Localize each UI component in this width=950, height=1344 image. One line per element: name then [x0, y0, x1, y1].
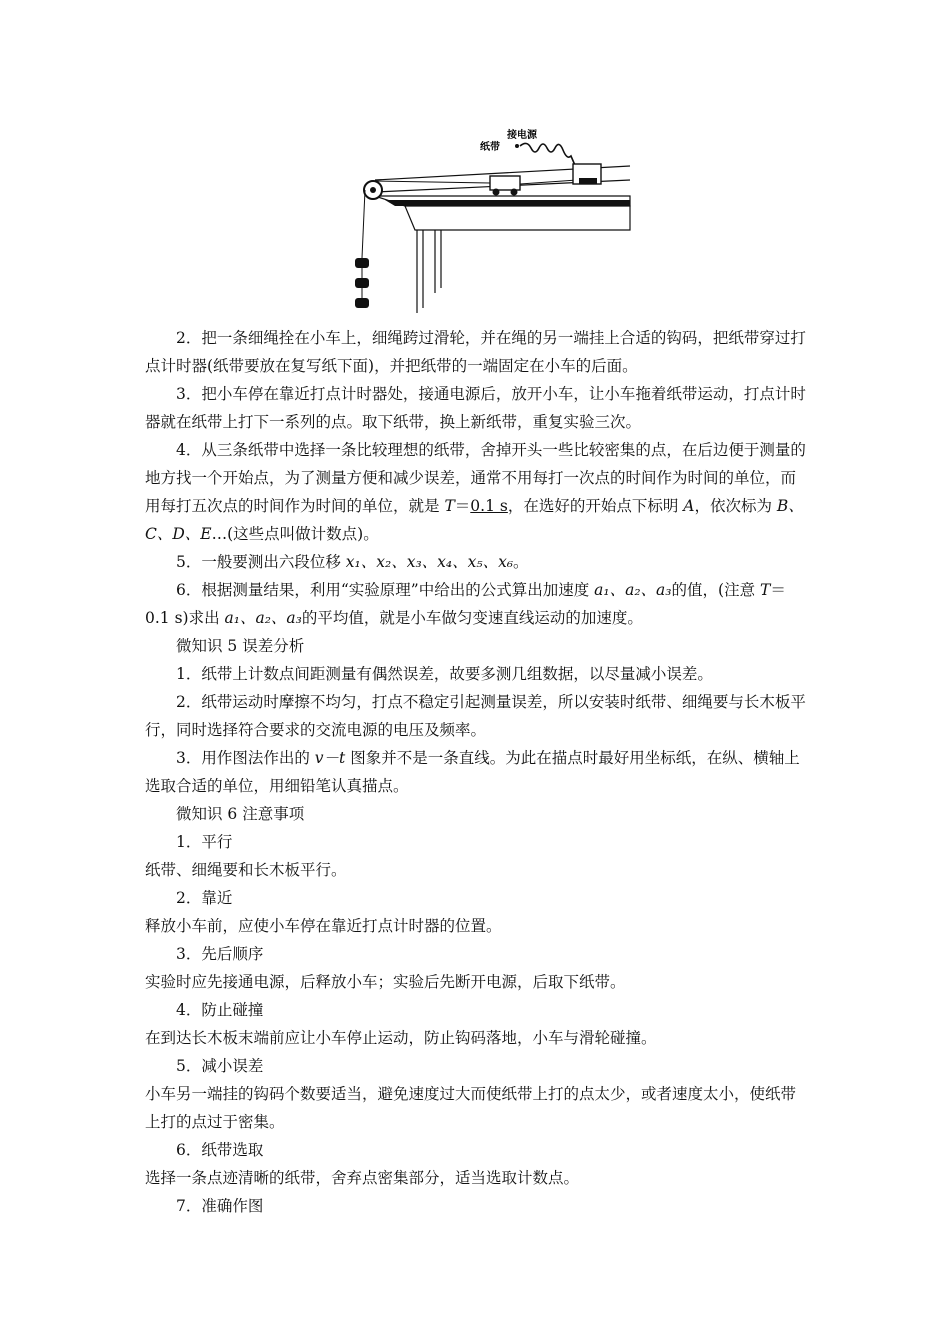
- power-wire: [520, 143, 577, 170]
- note-head-2: 2．靠近: [176, 889, 233, 907]
- step-2: 2．把一条细绳拴在小车上，细绳跨过滑轮，并在绳的另一端挂上合适的钩码，把纸带穿过打点计时器(纸带要放在复写纸下面)，并把纸带的一端固定在小车的后面。: [145, 329, 806, 375]
- error-1: 1．纸带上计数点间距测量有偶然误差，故要多测几组数据，以尽量减小误差。: [176, 665, 713, 683]
- error-2: 2．纸带运动时摩擦不均匀，打点不稳定引起测量误差，所以安装时纸带、细绳要与长木板平行，同时选择符合要求的交流电源的电压及频率。: [145, 693, 806, 739]
- plug-icon: [515, 144, 519, 148]
- error-3: 3．用作图法作出的 v－t 图象并不是一条直线。为此在描点时最好用坐标纸，在纵、横轴上选取合适的单位，用细铅笔认真描点。: [145, 749, 800, 795]
- note-body-5: 小车另一端挂的钩码个数要适当，避免速度过大而使纸带上打的点太少，或者速度太小，使纸带上打的点过于密集。: [145, 1085, 797, 1131]
- section-6-title: 微知识 6 注意事项: [176, 805, 305, 823]
- document-body: [145, 324, 810, 1220]
- experiment-apparatus-figure: [345, 118, 635, 328]
- note-head-4: 4．防止碰撞: [176, 1001, 264, 1019]
- note-head-7: 7．准确作图: [176, 1197, 264, 1215]
- section-5-title: 微知识 5 误差分析: [176, 637, 305, 655]
- note-body-3: 实验时应先接通电源，后释放小车；实验后先断开电源，后取下纸带。: [145, 973, 626, 991]
- step-6: 6．根据测量结果，利用“实验原理”中给出的公式算出加速度 a₁、a₂、a₃的值，(注意 T＝0.1 s)求出 a₁、a₂、a₃的平均值，就是小车做匀变速直线运动的加速度。: [145, 581, 786, 627]
- note-head-6: 6．纸带选取: [176, 1141, 264, 1159]
- note-head-5: 5．减小误差: [176, 1057, 264, 1075]
- note-body-1: 纸带、细绳要和长木板平行。: [145, 861, 347, 879]
- cart: [490, 176, 520, 190]
- note-head-3: 3．先后顺序: [176, 945, 264, 963]
- step-3: 3．把小车停在靠近打点计时器处，接通电源后，放开小车，让小车拖着纸带运动，打点计时器就在纸带上打下一系列的点。取下纸带，换上新纸带，重复实验三次。: [145, 385, 806, 431]
- note-head-1: 1．平行: [176, 833, 233, 851]
- note-body-6: 选择一条点迹清晰的纸带，舍弃点密集部分，适当选取计数点。: [145, 1169, 580, 1187]
- note-body-2: 释放小车前，应使小车停在靠近打点计时器的位置。: [145, 917, 502, 935]
- step-4: 4．从三条纸带中选择一条比较理想的纸带，舍掉开头一些比较密集的点，在后边便于测量的地方找一个开始点，为了测量方便和减少误差，通常不用每打一次点的时间作为时间的单位，而用每打五次点的时间作为时间的单位，就是 T＝0.1 s，在选好的开始点下标明 A，依次标为 B、C、D、E…(这些点叫做计数点)。: [145, 441, 806, 543]
- tape-label: 纸带: [480, 142, 500, 153]
- power-label: 接电源: [507, 130, 537, 141]
- note-body-4: 在到达长木板末端前应让小车停止运动，防止钩码落地，小车与滑轮碰撞。: [145, 1029, 657, 1047]
- string: [373, 181, 490, 183]
- hooked-weights: [355, 258, 369, 308]
- step-5: 5．一般要测出六段位移 x₁、x₂、x₃、x₄、x₅、x₆。: [176, 553, 529, 571]
